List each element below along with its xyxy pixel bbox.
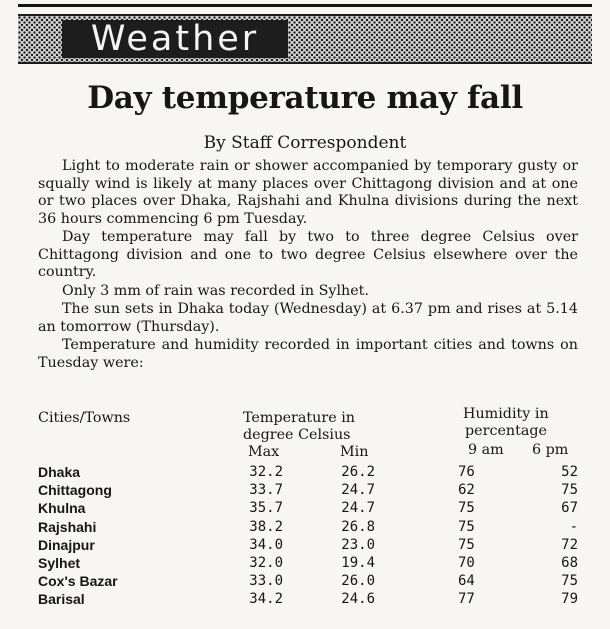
city-name: Barisal	[38, 591, 85, 608]
city-name: Chittagong	[38, 482, 112, 499]
table-rows	[38, 404, 588, 628]
city-name: Dhaka	[38, 464, 81, 480]
sub-header-6pm: 6 pm	[532, 442, 569, 458]
paragraph: Day temperature may fall by two to three degree Celsius over Chittagong division and one to two degree Celsius elsewhere over the country.	[38, 229, 578, 280]
min-temp: 19.4	[341, 555, 375, 571]
section-banner	[18, 14, 592, 64]
max-temp: 32.2	[249, 464, 283, 480]
headline: Day temperature may fall	[87, 80, 523, 116]
humidity-6pm: 79	[561, 591, 578, 608]
max-temp: 32.0	[249, 555, 283, 571]
col-header-hum-2: percentage	[465, 423, 548, 439]
sub-header-max: Max	[248, 444, 280, 460]
table-row	[38, 500, 588, 518]
byline: By Staff Correspondent	[203, 133, 407, 153]
min-temp: 26.0	[341, 573, 375, 590]
table-row	[38, 573, 588, 591]
table-row	[38, 482, 588, 500]
max-temp: 33.7	[249, 482, 283, 499]
min-temp: 26.2	[341, 464, 375, 480]
paragraph: Temperature and humidity recorded in important cities and towns on Tuesday were:	[38, 337, 578, 371]
humidity-9am: 75	[458, 500, 475, 517]
top-rule	[18, 4, 592, 7]
humidity-9am: 64	[458, 573, 475, 590]
city-name: Cox's Bazar	[38, 573, 118, 590]
humidity-6pm: 75	[561, 482, 578, 499]
humidity-9am: 70	[458, 555, 475, 571]
min-temp: 24.7	[341, 482, 375, 499]
max-temp: 35.7	[249, 500, 283, 517]
humidity-9am: 62	[458, 482, 475, 499]
col-header-cities: Cities/Towns	[38, 410, 131, 426]
city-name: Rajshahi	[38, 518, 97, 535]
humidity-6pm: -	[569, 518, 578, 535]
table-row	[38, 464, 588, 482]
max-temp: 33.0	[249, 573, 283, 590]
max-temp: 38.2	[249, 518, 283, 535]
paragraph: Light to moderate rain or shower accompanied by temporary gusty or squally wind is likely at many places over Chittagong division and at one or two places over Dhaka, Rajshahi and Khulna divisions during the next 36 hours commencing 6 pm Tuesday.	[38, 158, 578, 227]
table-row	[38, 537, 588, 555]
humidity-9am: 77	[458, 591, 475, 608]
city-name: Khulna	[38, 500, 86, 517]
paragraph: The sun sets in Dhaka today (Wednesday) at 6.37 pm and rises at 5.14 an tomorrow (Thursday).	[38, 301, 578, 335]
humidity-9am: 75	[458, 518, 475, 535]
table-row	[38, 591, 588, 609]
sub-header-9am: 9 am	[468, 442, 504, 458]
city-name: Dinajpur	[38, 536, 95, 553]
max-temp: 34.2	[249, 591, 283, 608]
min-temp: 24.6	[341, 591, 375, 608]
min-temp: 26.8	[341, 518, 375, 535]
table-row	[38, 555, 588, 573]
col-header-temp-1: Temperature in	[243, 410, 355, 426]
humidity-9am: 76	[458, 464, 475, 480]
section-label: Weather	[62, 20, 288, 58]
col-header-temp-2: degree Celsius	[243, 427, 351, 443]
humidity-6pm: 75	[561, 573, 578, 590]
max-temp: 34.0	[249, 536, 283, 553]
sub-header-min: Min	[340, 444, 369, 460]
article-body	[38, 158, 578, 373]
paragraph: Only 3 mm of rain was recorded in Sylhet.	[62, 282, 369, 299]
city-name: Sylhet	[38, 555, 81, 571]
table-row	[38, 519, 588, 537]
humidity-6pm: 68	[561, 555, 578, 571]
humidity-6pm: 67	[561, 500, 578, 517]
weather-table	[38, 404, 588, 628]
humidity-6pm: 72	[561, 536, 578, 553]
humidity-6pm: 52	[561, 464, 578, 480]
col-header-hum-1: Humidity in	[463, 406, 549, 422]
min-temp: 23.0	[341, 536, 375, 553]
min-temp: 24.7	[341, 500, 375, 517]
humidity-9am: 75	[458, 536, 475, 553]
